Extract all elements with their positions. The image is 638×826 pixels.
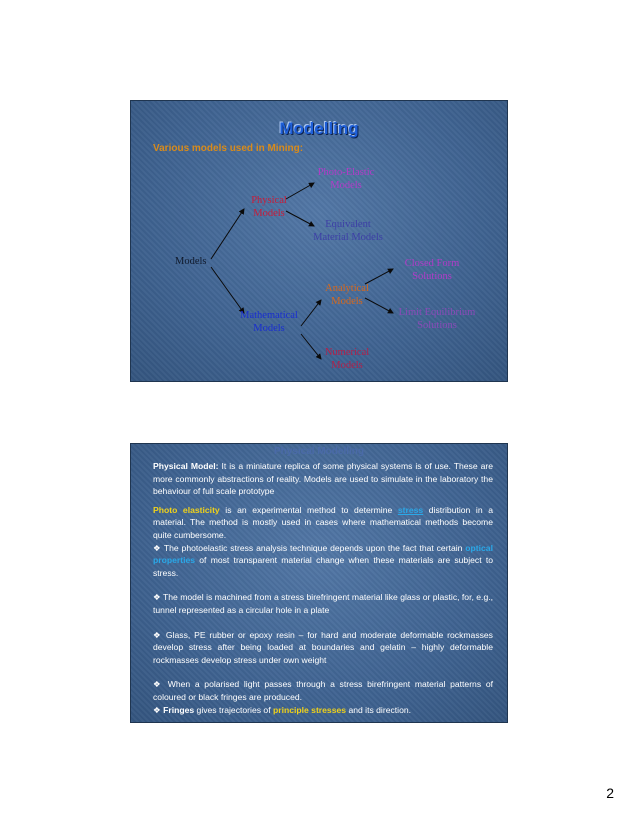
bullet-icon: ❖ bbox=[153, 542, 162, 553]
slide-body bbox=[153, 460, 493, 716]
paragraph-physical-model: Physical Model: It is a miniature replica of some physical systems is of use. These are more commonly abstractions of reality. Models are used to simulate in the laboratory the behaviour of full scale prototype bbox=[153, 461, 493, 497]
slide-title: Modelling bbox=[279, 119, 359, 138]
node-closed-form-solutions: Closed Form Solutions bbox=[404, 258, 460, 282]
bullet-icon: ❖ bbox=[153, 679, 164, 690]
paragraph-photo-elasticity: Photo elasticity is an experimental method to determine stress distribution in a material. The method is mostly used in cases where mathematical methods become quite cumbersome. bbox=[153, 504, 493, 540]
node-mathematical-models: Mathematical Models bbox=[240, 310, 298, 334]
node-equivalent-material-models: Equivalent Material Models bbox=[313, 219, 383, 243]
node-numerical-models: Numerical Models bbox=[324, 347, 370, 371]
bullet-icon: ❖ bbox=[153, 704, 161, 715]
bullet-glass-rubber: ❖ Glass, PE rubber or epoxy resin – for hard and moderate deformable rockmasses develop stress after being loaded at boundaries and gelatin – highly deformable rockmasses develop stress under own weight bbox=[153, 629, 493, 665]
slide-modelling bbox=[130, 100, 508, 382]
page-number: 2 bbox=[606, 785, 614, 801]
bullet-photoelastic-technique: ❖ The photoelastic stress analysis technique depends upon the fact that certain optical properties of most transparent material change when these materials are subject to stress. bbox=[153, 542, 493, 578]
bullet-icon: ❖ bbox=[153, 629, 163, 640]
node-analytical-models: Analytical Models bbox=[325, 283, 369, 307]
slide-physical-modelling bbox=[130, 443, 508, 723]
bullet-fringes: ❖ Fringes gives trajectories of principle stresses and its direction. bbox=[153, 704, 412, 715]
bullet-model-machined: ❖ The model is machined from a stress birefringent material like glass or plastic, for, e.g., tunnel represented as a circular hole in a plate bbox=[153, 592, 493, 615]
bullet-icon: ❖ bbox=[153, 592, 161, 603]
slide-subtitle: Various models used in Mining: bbox=[153, 143, 304, 154]
bullet-polarised-light: ❖ When a polarised light passes through a stress birefringent material patterns of coloured or black fringes are produced. bbox=[153, 679, 493, 702]
node-models: Models bbox=[175, 256, 207, 267]
node-photo-elastic-models: Photo-Elastic Models bbox=[317, 167, 375, 191]
node-limit-equilibrium-solutions: Limit Equilibrium Solutions bbox=[398, 307, 476, 331]
slide-title: Physical Modelling bbox=[273, 446, 365, 457]
arrow-models-mathematical bbox=[211, 267, 244, 313]
node-physical-models: Physical Models bbox=[251, 195, 287, 219]
